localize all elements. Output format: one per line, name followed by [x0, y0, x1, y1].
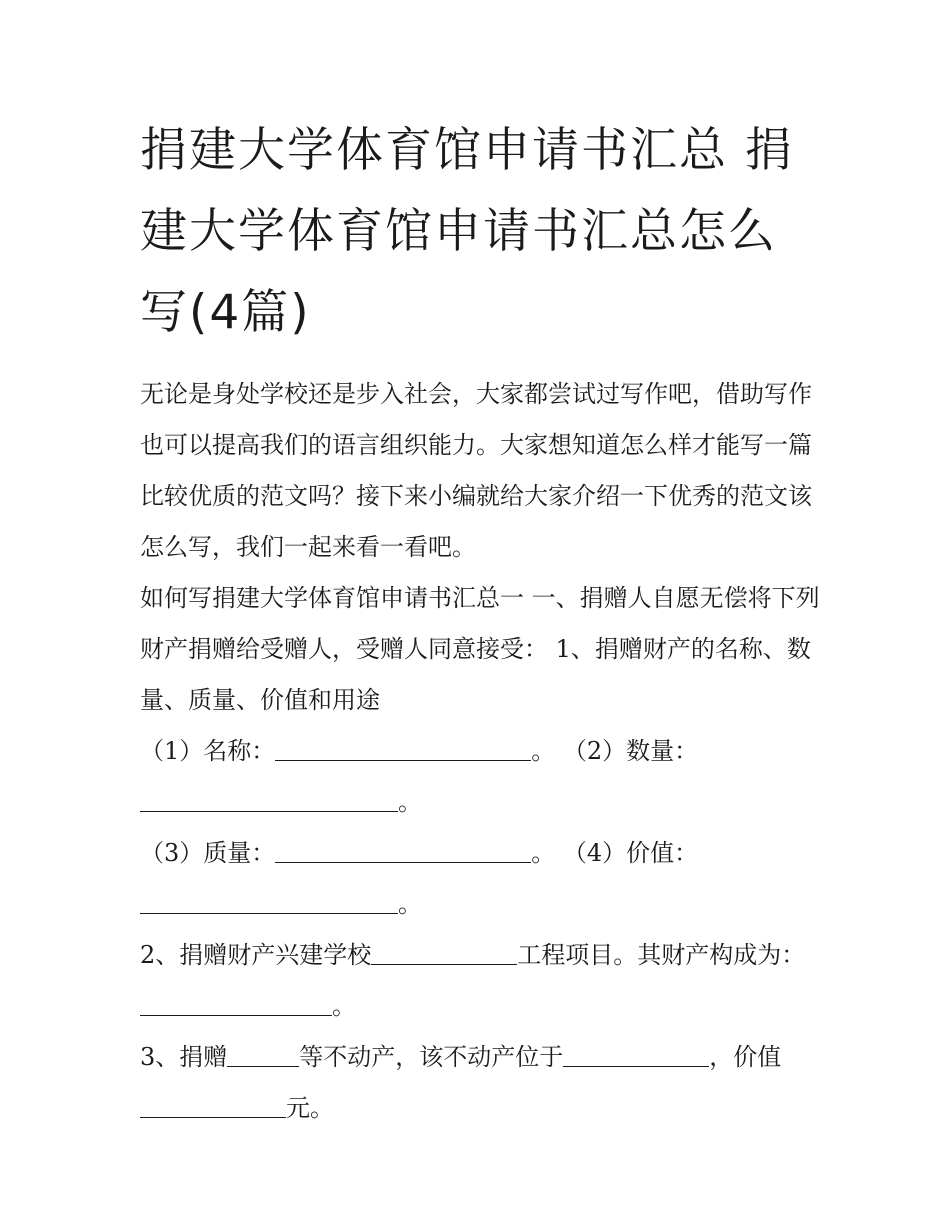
- name-blank: [275, 736, 531, 761]
- location-blank: [563, 1042, 709, 1067]
- item-name-quantity-line: [140, 726, 820, 828]
- item-quality-label: （3）质量：: [140, 839, 276, 867]
- clause-three-line: [140, 1032, 820, 1134]
- document-title: 捐建大学体育馆申请书汇总 捐建大学体育馆申请书汇总怎么写(4篇): [140, 123, 794, 340]
- section-one-paragraph: 如何写捐建大学体育馆申请书汇总一 一、捐赠人自愿无偿将下列财产捐赠给受赠人，受赠人同意接受： 1、捐赠财产的名称、数量、质量、价值和用途: [140, 584, 820, 714]
- clause-three-end: 元。: [286, 1094, 334, 1122]
- quantity-blank: [140, 787, 398, 812]
- item-value-label: 。 （4）价值：: [531, 839, 699, 867]
- value-blank: [140, 889, 398, 914]
- property-blank: [227, 1042, 299, 1067]
- clause-two-text: 2、捐赠财产兴建学校: [140, 941, 372, 969]
- clause-three-mid: 等不动产，该不动产位于: [299, 1043, 564, 1071]
- school-blank: [371, 940, 517, 965]
- composition-blank: [140, 991, 332, 1016]
- item-quality-value-line: [140, 828, 820, 930]
- period-mark: 。: [398, 890, 422, 918]
- quality-blank: [275, 838, 531, 863]
- item-quantity-label: 。 （2）数量：: [531, 737, 699, 765]
- clause-two-mid: 工程项目。其财产构成为：: [517, 941, 806, 969]
- period-mark: 。: [332, 992, 356, 1020]
- clause-three-value: ，价值: [709, 1043, 782, 1071]
- amount-blank: [140, 1093, 286, 1118]
- clause-three-text: 3、捐赠: [140, 1043, 228, 1071]
- document-page: [140, 110, 820, 1134]
- intro-paragraph: 无论是身处学校还是步入社会，大家都尝试过写作吧，借助写作也可以提高我们的语言组织能力。大家想知道怎么样才能写一篇比较优质的范文吗？接下来小编就给大家介绍一下优秀的范文该怎么写，我们一起来看一看吧。: [140, 380, 812, 561]
- clause-two-line: [140, 930, 820, 1032]
- period-mark: 。: [398, 788, 422, 816]
- item-name-label: （1）名称：: [140, 737, 276, 765]
